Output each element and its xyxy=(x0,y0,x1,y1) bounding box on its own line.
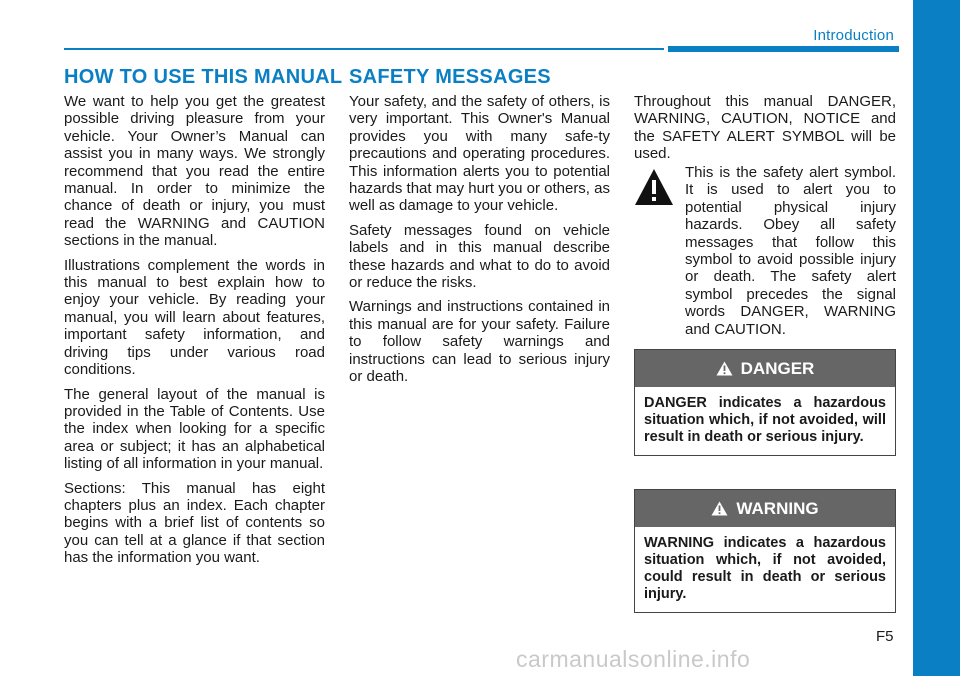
chapter-side-tab xyxy=(913,0,960,676)
warning-header xyxy=(635,490,895,527)
header-rule-accent xyxy=(668,46,899,52)
danger-label: DANGER xyxy=(740,358,815,378)
safety-paragraph: Your safety, and the safety of others, is very important. This Owner's Manual provides you with many safe-ty precautions and operating procedures. This information alerts you to potential hazards that may hurt you or others, as well as damage to your vehicle. xyxy=(349,93,610,215)
warning-triangle-icon xyxy=(711,501,728,516)
section-title: Introduction xyxy=(813,27,894,44)
how-to-paragraph: Illustrations complement the words in this manual to best explain how to enjoy your vehicle. By reading your manual, you will learn about features, important safety information, and driving tips under various road conditions. xyxy=(64,256,325,379)
safety-column xyxy=(349,93,610,393)
how-to-paragraph: We want to help you get the greatest possible driving pleasure from your vehicle. Your Owner’s Manual can assist you in many ways. We strongly recommend that you read the entire manual. In order to minimize the chance of death or injury, you must read the WARNING and CAUTION sections in the manual. xyxy=(64,93,325,250)
signal-words-intro: Throughout this manual DANGER, WARNING, CAUTION, NOTICE and the SAFETY ALERT SYMBOL will be used. xyxy=(634,93,896,163)
safety-alert-triangle-icon xyxy=(634,168,674,206)
warning-text: WARNING indicates a hazardous situation which, if not avoided, could result in death or serious injury. xyxy=(644,535,886,602)
how-to-column xyxy=(64,93,325,574)
header-rule xyxy=(64,48,664,50)
safety-heading: SAFETY MESSAGES xyxy=(349,66,551,88)
danger-box xyxy=(634,349,896,456)
how-to-paragraph: Sections: This manual has eight chapters plus an index. Each chapter begins with a brief list of contents so you can tell at a glance if that section has the information you want. xyxy=(64,479,325,567)
danger-header xyxy=(635,350,895,387)
safety-paragraph: Safety messages found on vehicle labels and in this manual describe these hazards and what to do to avoid or reduce the risks. xyxy=(349,221,610,292)
watermark: carmanualsonline.info xyxy=(516,646,751,672)
danger-text: DANGER indicates a hazardous situation which, if not avoided, will result in death or serious injury. xyxy=(644,395,886,445)
warning-label: WARNING xyxy=(736,498,819,518)
signal-words-column xyxy=(634,93,896,170)
safety-paragraph: Warnings and instructions contained in this manual are for your safety. Failure to follow safety warnings and instructions can lead to serious injury or death. xyxy=(349,298,610,386)
safety-alert-text: This is the safety alert symbol. It is used to alert you to potential physical injury hazards. Obey all safety messages that follow this symbol to avoid possible injury or death. The safety alert symbol precedes the signal words DANGER, WARNING and CAUTION. xyxy=(685,164,896,338)
warning-triangle-icon xyxy=(716,361,733,376)
page-number: F5 xyxy=(876,628,894,645)
how-to-heading: HOW TO USE THIS MANUAL xyxy=(64,66,343,88)
how-to-paragraph: The general layout of the manual is provided in the Table of Contents. Use the index when looking for a specific area or subject; it has an alphabetical listing of all information in your manual. xyxy=(64,385,325,473)
warning-box xyxy=(634,489,896,613)
safety-alert-explanation xyxy=(634,164,896,338)
